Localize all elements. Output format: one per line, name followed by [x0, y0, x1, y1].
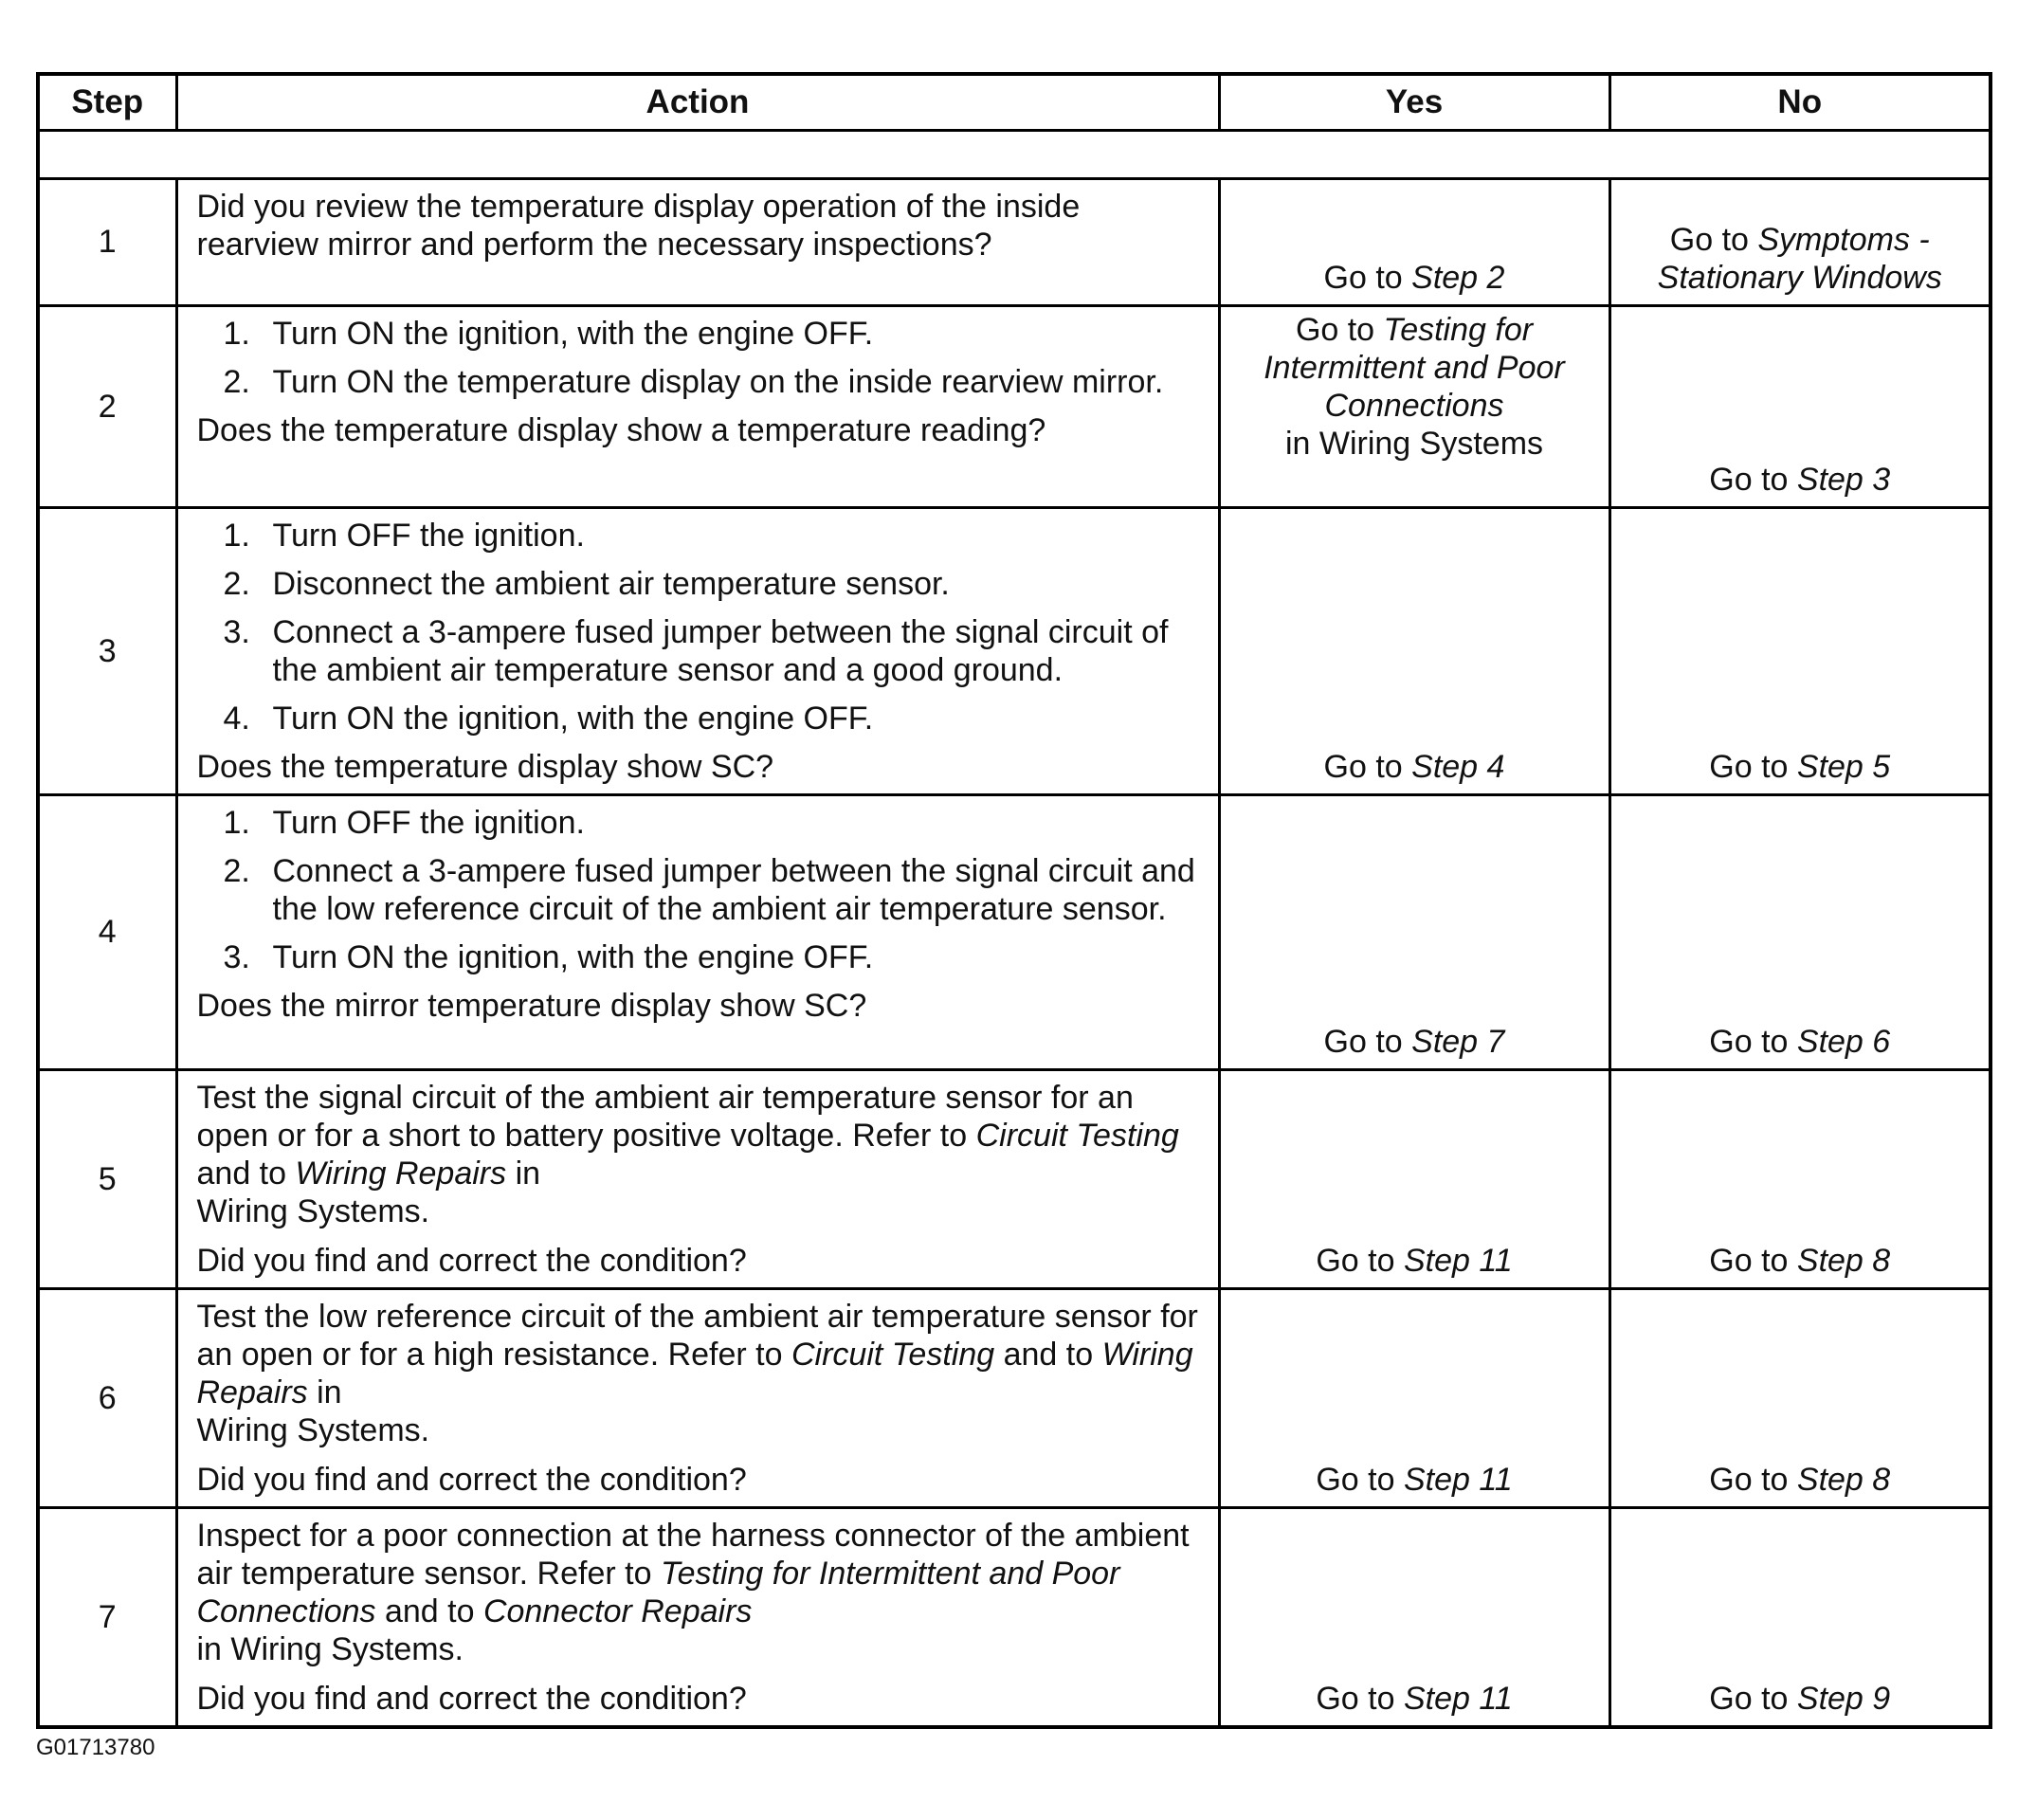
no-step-ref[interactable]: Step 8 [1796, 1243, 1891, 1279]
yes-cell [1219, 1289, 1609, 1508]
no-prefix: Go to [1709, 749, 1797, 785]
no-cell [1609, 508, 1991, 795]
diagnostic-document [36, 72, 1989, 1729]
action-step-item: 2. Turn ON the temperature display on the inside rearview mirror. [223, 364, 1164, 400]
yes-prefix: Go to [1295, 312, 1384, 348]
no-prefix: Go to [1709, 1462, 1797, 1498]
yes-prefix: Go to [1316, 1243, 1404, 1279]
action-question: Does the temperature display show a temperature reading? [196, 412, 1046, 448]
header-step: Step [38, 74, 176, 131]
action-step-text: Turn OFF the ignition. [272, 805, 585, 841]
step-number: 1 [38, 179, 176, 306]
action-cell [176, 795, 1219, 1070]
table-row-step-7 [38, 1508, 1991, 1728]
yes-cell [1219, 179, 1609, 306]
no-cell [1609, 179, 1991, 306]
action-step-item: 1. Turn OFF the ignition. [223, 805, 585, 841]
yes-prefix: Go to [1323, 1024, 1412, 1060]
action-paragraph [197, 1079, 1209, 1230]
yes-step-ref[interactable]: Step 2 [1411, 260, 1505, 296]
action-text: and to [196, 1156, 296, 1192]
action-cell [176, 179, 1219, 306]
reference-link[interactable]: Circuit Testing [975, 1118, 1179, 1154]
action-text: and to [375, 1593, 483, 1629]
no-step-ref[interactable]: Step 9 [1796, 1681, 1891, 1717]
reference-link[interactable]: Connector Repairs [482, 1593, 753, 1629]
action-step-text: Turn OFF the ignition. [272, 518, 585, 554]
yes-step-ref[interactable]: Testing for Intermittent and Poor Connections [1264, 312, 1565, 424]
blank-cell [38, 131, 1991, 179]
action-step-item: 1. Turn OFF the ignition. [223, 518, 585, 554]
action-step-text: Turn ON the ignition, with the engine OFF. [272, 701, 874, 737]
action-text: in [506, 1156, 541, 1192]
reference-link[interactable]: Wiring Repairs [196, 1337, 1193, 1410]
action-text: Test the low reference circuit of the ambient air temperature sensor for an open or for a high resistance. Refer to [196, 1299, 1198, 1373]
action-paragraph [197, 1517, 1209, 1668]
no-cell [1609, 306, 1991, 508]
yes-step-ref[interactable]: Step 4 [1411, 749, 1505, 785]
no-prefix: Go to [1669, 222, 1758, 258]
table-row-step-4 [38, 795, 1991, 1070]
figure-id: G01713780 [36, 1735, 155, 1760]
yes-prefix: Go to [1316, 1681, 1404, 1717]
step-number: 4 [38, 795, 176, 1070]
action-cell [176, 306, 1219, 508]
action-question: Did you find and correct the condition? [196, 1462, 747, 1498]
yes-prefix: Go to [1323, 260, 1412, 296]
blank-row [38, 131, 1991, 179]
table-row-step-1 [38, 179, 1991, 306]
action-step-item: 4. Turn ON the ignition, with the engine OFF. [223, 701, 874, 737]
action-text: Wiring Systems. [196, 1412, 430, 1448]
yes-cell [1219, 1070, 1609, 1289]
action-text: Test the signal circuit of the ambient air temperature sensor for an open or for a short to battery positive voltage. Refer to [196, 1080, 1134, 1154]
step-number: 3 [38, 508, 176, 795]
action-text: Wiring Systems. [196, 1193, 430, 1229]
step-number: 5 [38, 1070, 176, 1289]
yes-cell [1219, 795, 1609, 1070]
action-question: Does the temperature display show SC? [196, 749, 774, 785]
table-row-step-2 [38, 306, 1991, 508]
action-step-text: Connect a 3-ampere fused jumper between the signal circuit and the low reference circuit of the ambient air temperature sensor. [272, 853, 1195, 927]
action-step-item: 3. Connect a 3-ampere fused jumper between the signal circuit of the ambient air temperature sensor and a good ground. [223, 614, 1169, 688]
no-cell [1609, 1289, 1991, 1508]
action-steps-list [197, 804, 1209, 976]
action-step-text: Turn ON the ignition, with the engine OFF. [272, 939, 874, 975]
no-step-ref[interactable]: Step 8 [1796, 1462, 1891, 1498]
yes-cell [1219, 306, 1609, 508]
action-text: in [307, 1374, 342, 1410]
action-cell [176, 1289, 1219, 1508]
reference-link[interactable]: Circuit Testing [791, 1337, 995, 1373]
action-cell [176, 1070, 1219, 1289]
no-step-ref[interactable]: Step 3 [1796, 462, 1891, 498]
yes-step-ref[interactable]: Step 11 [1403, 1243, 1513, 1279]
header-row [38, 74, 1991, 131]
table-row-step-3 [38, 508, 1991, 795]
yes-step-ref[interactable]: Step 11 [1403, 1681, 1513, 1717]
header-yes: Yes [1219, 74, 1609, 131]
yes-cell [1219, 1508, 1609, 1728]
yes-suffix: in Wiring Systems [1284, 426, 1544, 462]
action-question: Does the mirror temperature display show SC? [196, 988, 867, 1024]
yes-prefix: Go to [1316, 1462, 1404, 1498]
action-step-item: 2. Connect a 3-ampere fused jumper between the signal circuit and the low reference circuit of the ambient air temperature sensor. [223, 853, 1195, 927]
no-step-ref[interactable]: Step 6 [1796, 1024, 1891, 1060]
header-no: No [1609, 74, 1991, 131]
table-row-step-5 [38, 1070, 1991, 1289]
no-step-ref[interactable]: Step 5 [1796, 749, 1891, 785]
action-steps-list [197, 517, 1209, 737]
header-action: Action [176, 74, 1219, 131]
no-prefix: Go to [1709, 462, 1797, 498]
action-cell [176, 1508, 1219, 1728]
no-cell [1609, 1508, 1991, 1728]
action-step-text: Turn ON the temperature display on the inside rearview mirror. [272, 364, 1164, 400]
action-paragraph [197, 1298, 1209, 1449]
action-step-item: 2. Disconnect the ambient air temperature sensor. [223, 566, 950, 602]
action-step-item: 3. Turn ON the ignition, with the engine OFF. [223, 939, 874, 975]
action-cell [176, 508, 1219, 795]
no-prefix: Go to [1709, 1681, 1797, 1717]
step-number: 7 [38, 1508, 176, 1728]
yes-step-ref[interactable]: Step 7 [1411, 1024, 1505, 1060]
action-text: in Wiring Systems. [196, 1631, 464, 1667]
yes-cell [1219, 508, 1609, 795]
action-step-text: Turn ON the ignition, with the engine OFF. [272, 316, 874, 352]
action-text: and to [994, 1337, 1102, 1373]
reference-link[interactable]: Wiring Repairs [295, 1156, 507, 1192]
action-text: Inspect for a poor connection at the harness connector of the ambient air temperature sensor. Refer to [196, 1518, 1190, 1592]
action-step-text: Disconnect the ambient air temperature sensor. [272, 566, 950, 602]
step-number: 2 [38, 306, 176, 508]
diagnostic-table [36, 72, 1992, 1729]
action-text: Did you review the temperature display operation of the inside rearview mirror and perform the necessary inspections? [196, 189, 1081, 263]
no-prefix: Go to [1709, 1024, 1797, 1060]
action-question: Did you find and correct the condition? [196, 1681, 747, 1717]
no-prefix: Go to [1709, 1243, 1797, 1279]
action-step-text: Connect a 3-ampere fused jumper between the signal circuit of the ambient air temperature sensor and a good ground. [272, 614, 1169, 688]
no-cell [1609, 1070, 1991, 1289]
table-row-step-6 [38, 1289, 1991, 1508]
action-question: Did you find and correct the condition? [196, 1243, 747, 1279]
step-number: 6 [38, 1289, 176, 1508]
reference-link[interactable]: Testing for Intermittent and Poor Connections [196, 1556, 1120, 1629]
yes-step-ref[interactable]: Step 11 [1403, 1462, 1513, 1498]
action-step-item: 1. Turn ON the ignition, with the engine OFF. [223, 316, 874, 352]
yes-prefix: Go to [1323, 749, 1412, 785]
action-steps-list [197, 315, 1209, 401]
no-step-ref[interactable]: Symptoms - Stationary Windows [1657, 222, 1942, 296]
no-cell [1609, 795, 1991, 1070]
